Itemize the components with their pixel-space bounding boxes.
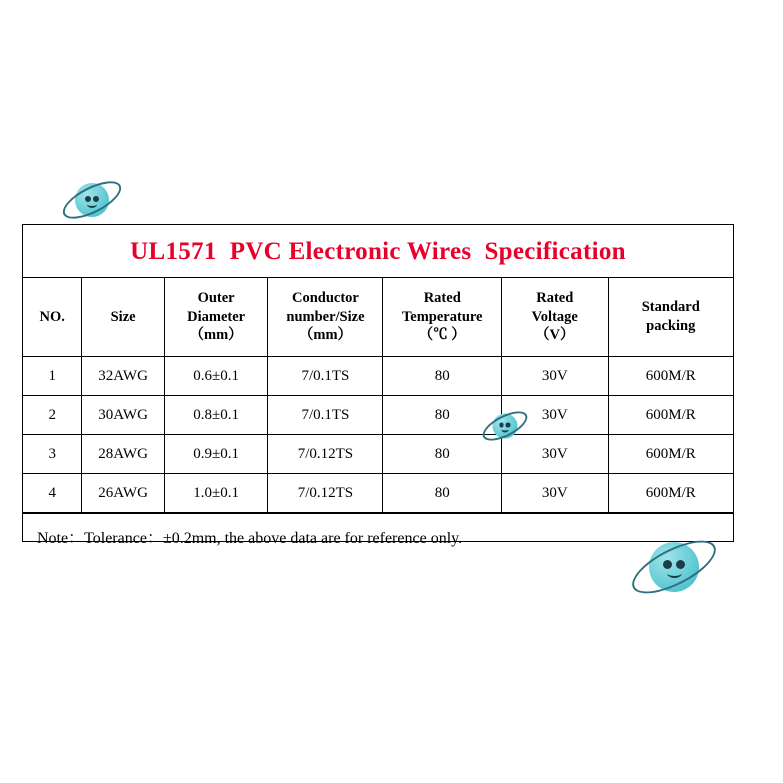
cell-outer-diameter: 0.9±0.1 [164,435,268,474]
column-header-standard-packing [608,278,733,357]
header-line: Diameter [187,308,246,325]
column-header-rated-voltage [502,278,609,357]
cell-rated-voltage: 30V [502,396,609,435]
cell-standard-packing: 600M/R [608,396,733,435]
column-header-rated-temperature [383,278,502,357]
header-line: number/Size [286,308,365,325]
header-line: Size [110,308,136,325]
cell-rated-temperature: 80 [383,435,502,474]
header-line: Rated [536,290,574,307]
column-header-conductor [268,278,383,357]
planet-ring-icon [478,406,531,447]
cell-size: 26AWG [82,474,164,513]
cell-outer-diameter: 1.0±0.1 [164,474,268,513]
header-line: packing [646,318,696,334]
header-line: Conductor [292,290,359,307]
cell-standard-packing: 600M/R [608,435,733,474]
header-line: Outer [197,290,235,307]
header-line: （mm） [189,327,243,344]
header-line: Voltage [531,308,578,325]
table-row [23,357,733,396]
specification-card [22,224,734,547]
header-line: （℃ ） [418,327,466,344]
planet-ring-icon [58,174,127,226]
cell-rated-temperature: 80 [383,396,502,435]
cell-conductor: 7/0.12TS [268,474,383,513]
cell-conductor: 7/0.1TS [268,396,383,435]
cell-standard-packing: 600M/R [608,357,733,396]
column-header-outer-diameter [164,278,268,357]
header-line: Standard [641,299,700,316]
table-row [23,435,733,474]
cell-size: 30AWG [82,396,164,435]
saturn-planet-icon [481,402,529,450]
cell-size: 32AWG [82,357,164,396]
specification-table [23,277,733,513]
cell-size: 28AWG [82,435,164,474]
cell-no: 3 [23,435,82,474]
cell-conductor: 7/0.12TS [268,435,383,474]
column-header-size [82,278,164,357]
saturn-planet-icon [628,521,720,613]
cell-no: 4 [23,474,82,513]
header-line: （mm） [298,327,353,344]
table-row [23,474,733,513]
cell-outer-diameter: 0.8±0.1 [164,396,268,435]
header-line: Temperature [401,308,483,325]
table-row [23,396,733,435]
cell-rated-voltage: 30V [502,435,609,474]
table-note: Note：Tolerance：±0.2mm, the above data are for reference only. [23,513,733,548]
saturn-planet-icon [60,168,124,232]
cell-conductor: 7/0.1TS [268,357,383,396]
column-header-no [23,278,82,357]
header-line: （V） [535,327,575,344]
cell-rated-voltage: 30V [502,357,609,396]
cell-no: 2 [23,396,82,435]
header-line: NO. [39,308,65,325]
header-line: Rated [423,290,461,307]
cell-rated-temperature: 80 [383,474,502,513]
cell-rated-temperature: 80 [383,357,502,396]
cell-outer-diameter: 0.6±0.1 [164,357,268,396]
cell-rated-voltage: 30V [502,474,609,513]
cell-standard-packing: 600M/R [608,474,733,513]
page-title: UL1571 PVC Electronic Wires Specification [130,238,626,265]
table-header-row [23,278,733,357]
cell-no: 1 [23,357,82,396]
